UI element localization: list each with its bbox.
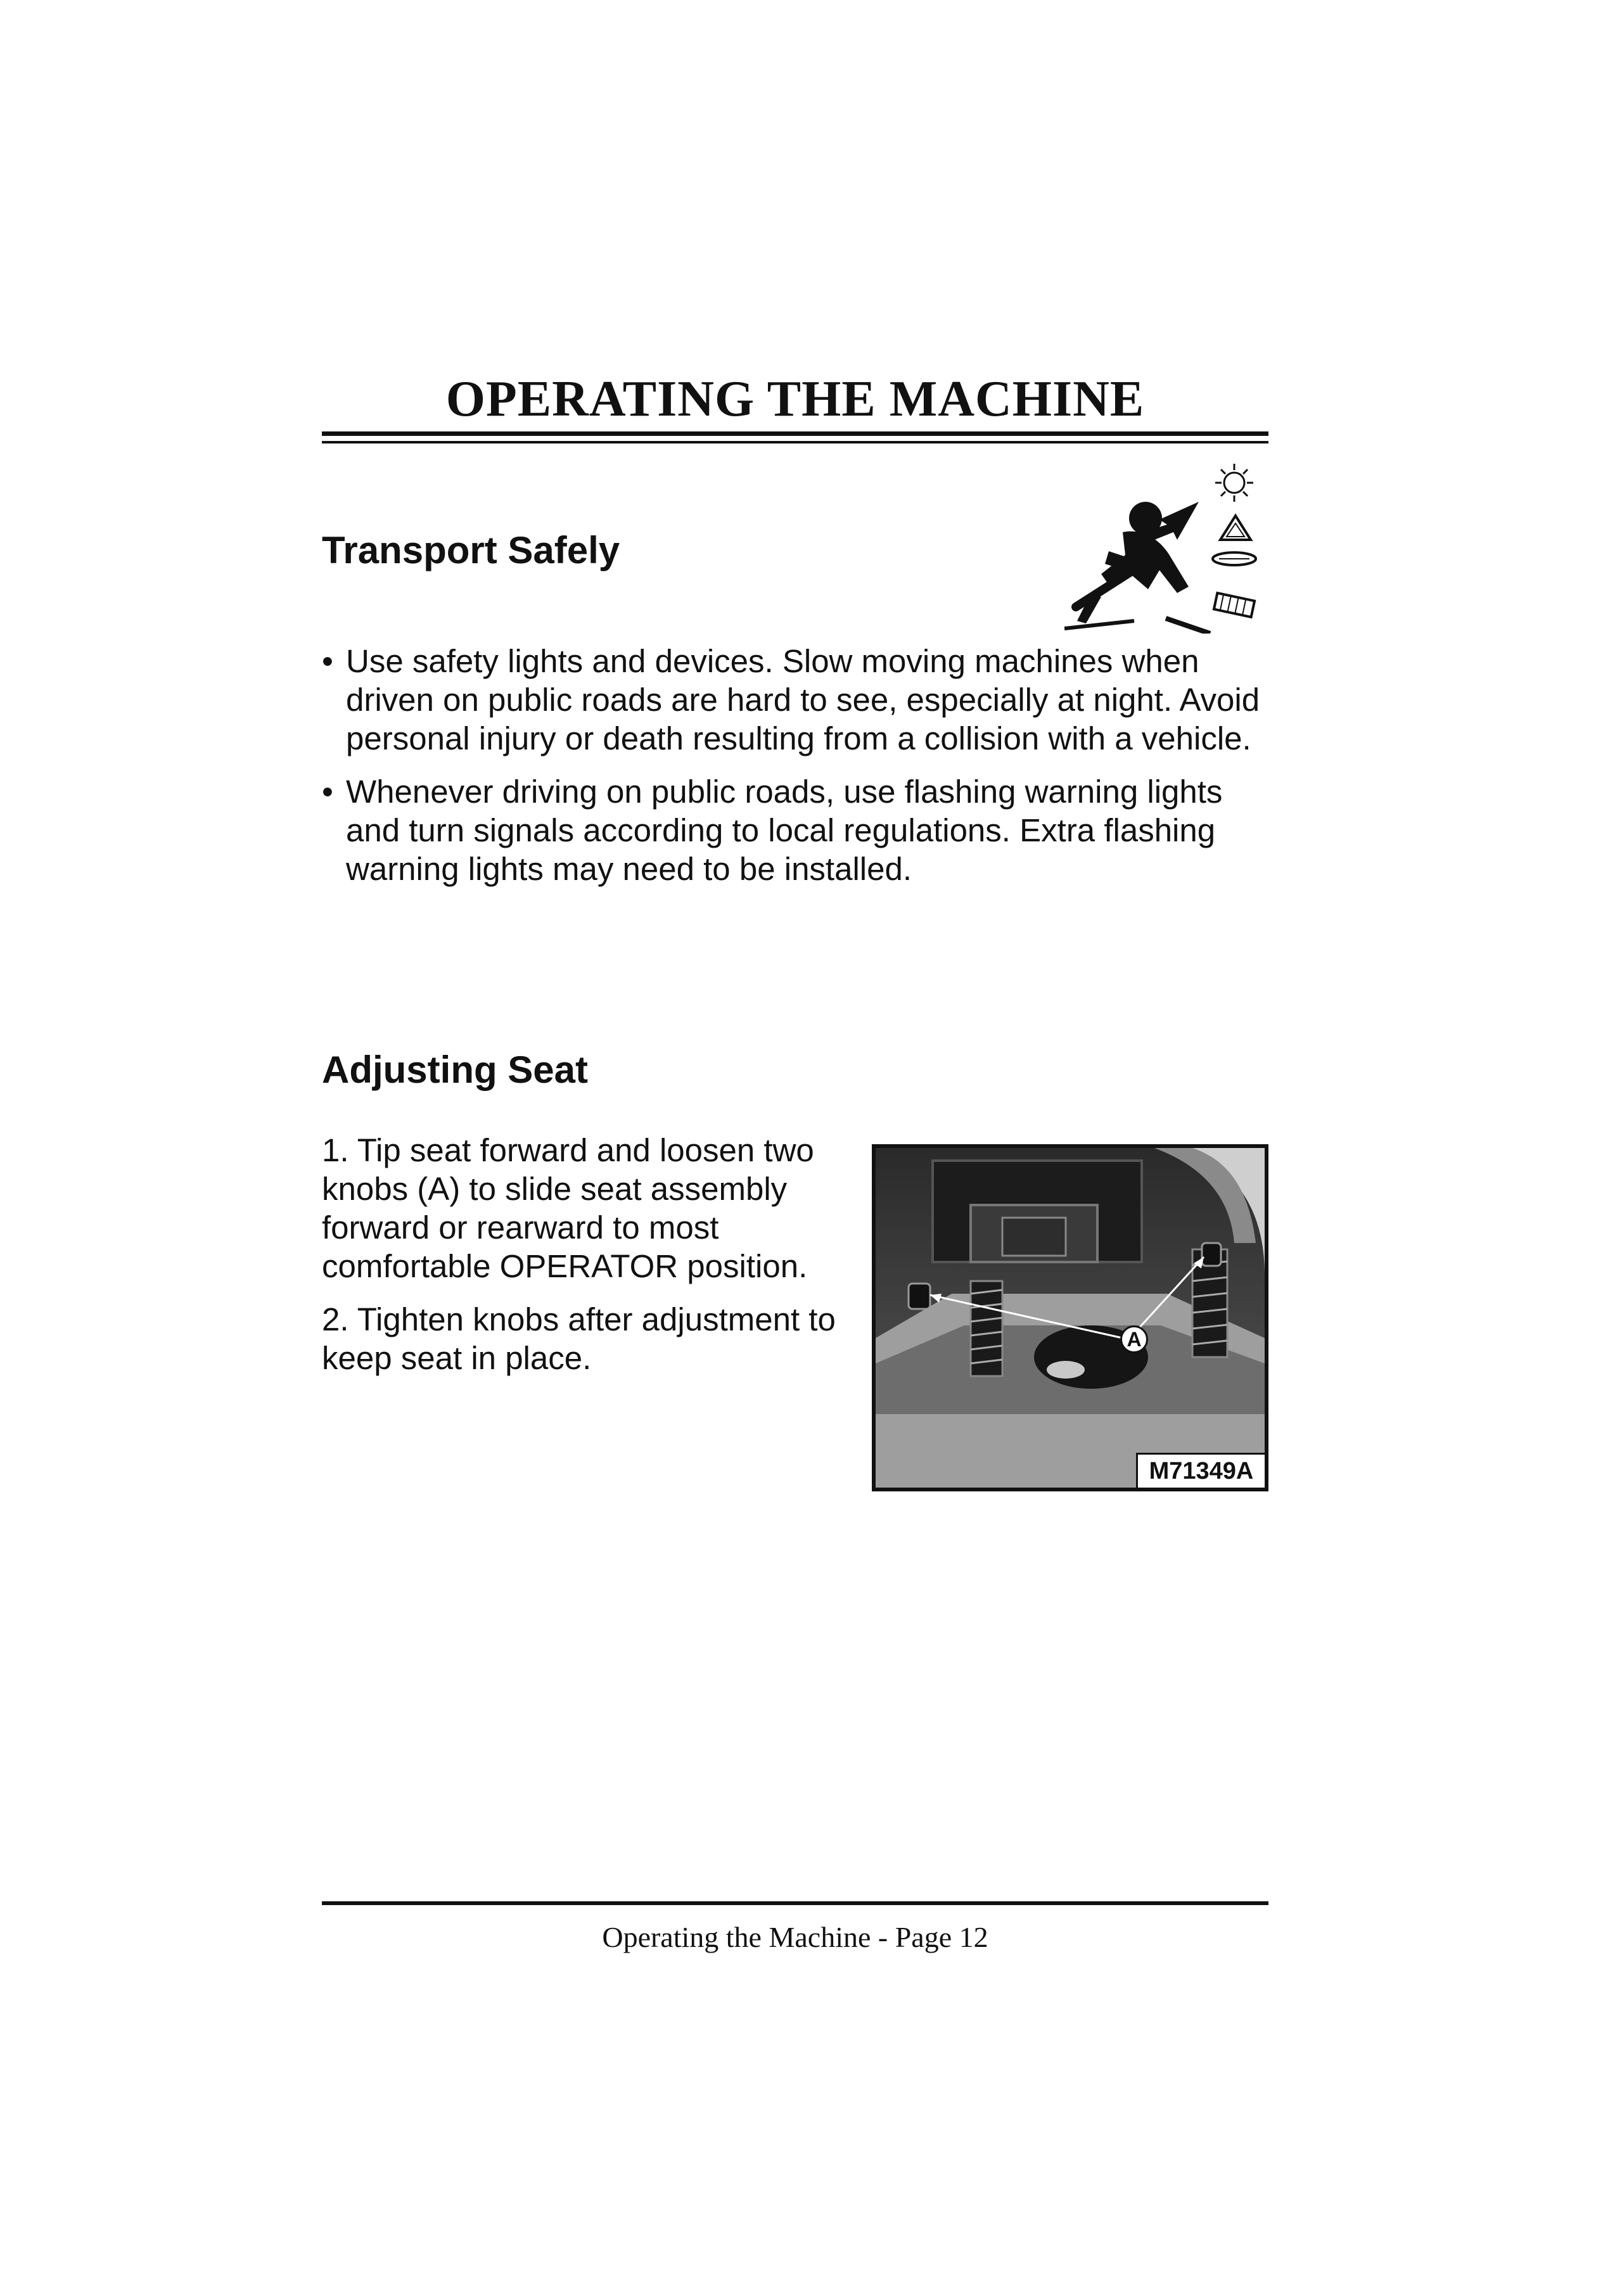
- footer-divider: [322, 1901, 1268, 1905]
- list-item: • Whenever driving on public roads, use flashing warning lights and turn signals according to local regulations. Extra flashing warning lights may need to be installed.: [322, 772, 1268, 888]
- page-footer: Operating the Machine - Page 12: [602, 1921, 988, 1953]
- transport-safety-warning-icon: [1064, 462, 1274, 634]
- list-item: 2. Tighten knobs after adjustment to keep seat in place.: [322, 1301, 836, 1376]
- callout-label-a: A: [1120, 1325, 1148, 1353]
- list-item: 1. Tip seat forward and loosen two knobs (A) to slide seat assembly forward or rearward to most comfortable OPERATOR position.: [322, 1132, 814, 1284]
- seat-knobs-photo: [872, 1144, 1268, 1491]
- figure-code: M71349A: [1136, 1453, 1265, 1488]
- list-item: • Use safety lights and devices. Slow moving machines when driven on public roads are hard to see, especially at night. Avoid personal injury or death resulting from a collision with a vehicle.: [322, 642, 1268, 758]
- adjusting-seat-heading: Adjusting Seat: [322, 1049, 589, 1091]
- title-divider-thick: [322, 431, 1268, 436]
- transport-safety-list: [322, 642, 1268, 903]
- seat-adjustment-steps: [322, 1131, 867, 1392]
- transport-safely-heading: Transport Safely: [322, 529, 620, 571]
- page-title: OPERATING THE MACHINE: [445, 371, 1145, 427]
- title-divider-thin: [322, 441, 1268, 443]
